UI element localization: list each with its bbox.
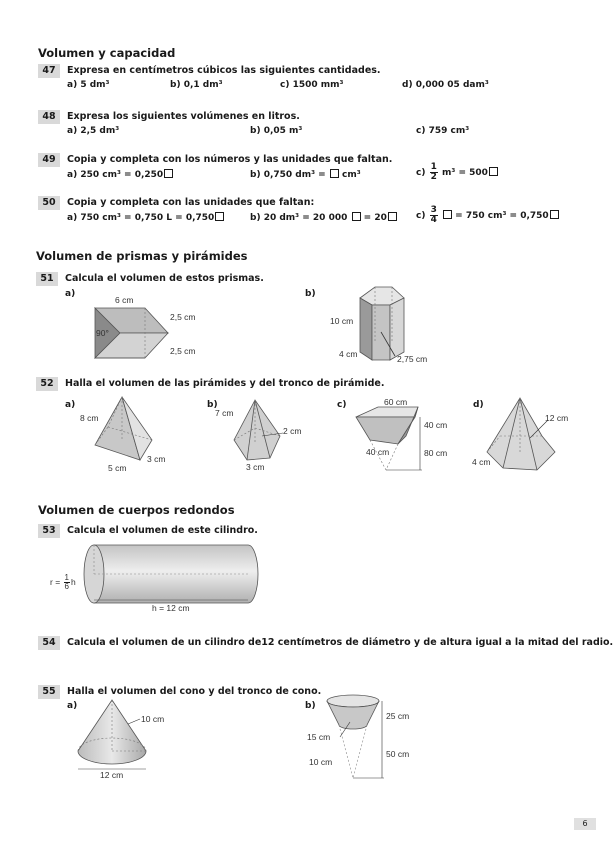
exercise-50-item-a-text: a) 750 cm³ = 0,750 L = 0,750 <box>67 213 215 223</box>
exercise-number-54: 54 <box>38 636 60 650</box>
fig51a-label-length: 6 cm <box>115 295 134 305</box>
fig51a-label-side2: 2,5 cm <box>170 346 196 356</box>
fig52c-label-top: 60 cm <box>384 397 408 407</box>
fig52c-label-bottom: 40 cm <box>366 447 390 457</box>
fig55b-label-small-radius: 10 cm <box>309 757 333 767</box>
fig51b-label-apothem: 2,75 cm <box>397 354 428 364</box>
exercise-50-item-c-label: c) <box>416 211 426 221</box>
fig52a-label-base: 5 cm <box>108 463 127 473</box>
exercise-50-item-b-text1: b) 20 dm³ = 20 000 <box>250 213 348 223</box>
fig52d-label-side: 4 cm <box>472 457 491 467</box>
exercise-48-item-b: b) 0,05 m³ <box>250 126 303 136</box>
exercise-49-item-b-text1: b) 0,750 dm³ = <box>250 170 326 180</box>
exercise-49-statement: Copia y completa con los números y las unidades que faltan. <box>67 154 393 165</box>
exercise-52-label-d: d) <box>473 400 484 410</box>
fraction-numerator: 1 <box>430 162 437 172</box>
fig55b-label-radius: 15 cm <box>307 732 331 742</box>
exercise-50-item-c-text: = 750 cm³ = 0,750 <box>455 211 549 221</box>
exercise-54-statement: Calcula el volumen de un cilindro de12 centímetros de diámetro y de altura igual a la mitad del radio. <box>67 637 614 648</box>
exercise-55-label-b: b) <box>305 701 316 711</box>
fraction-numerator: 3 <box>430 205 437 215</box>
exercise-48-statement: Expresa los siguientes volúmenes en litros. <box>67 111 300 122</box>
fig52d-label-apothem: 12 cm <box>545 413 569 423</box>
fig55b-label-frustum-height: 25 cm <box>386 711 410 721</box>
exercise-49-item-a-text: a) 250 cm³ = 0,250 <box>67 170 164 180</box>
exercise-47-item-b: b) 0,1 dm³ <box>170 80 223 90</box>
fig53-radius-suffix: h <box>70 576 76 587</box>
exercise-47-item-c: c) 1500 mm³ <box>280 80 344 90</box>
exercise-number-48: 48 <box>38 110 60 124</box>
fig51a-label-side1: 2,5 cm <box>170 312 196 322</box>
fraction-numerator: 1 <box>64 573 69 582</box>
fig51a-label-angle: 90° <box>96 328 109 338</box>
exercise-48-item-c: c) 759 cm³ <box>416 126 470 136</box>
exercise-50-item-b-text2: = 20 <box>363 213 387 223</box>
exercise-number-49: 49 <box>38 153 60 167</box>
section-title-cuerpos-redondos: Volumen de cuerpos redondos <box>38 503 235 517</box>
fraction-denominator: 4 <box>430 215 437 225</box>
fig51b-label-height: 10 cm <box>330 316 354 326</box>
fig51b-label-side: 4 cm <box>339 349 358 359</box>
exercise-55-statement: Halla el volumen del cono y del tronco de cono. <box>67 686 322 697</box>
section-title-volumen-capacidad: Volumen y capacidad <box>38 46 176 60</box>
section-title-prismas-piramides: Volumen de prismas y pirámides <box>36 249 248 263</box>
exercise-number-52: 52 <box>36 377 58 391</box>
fig55a-label-slant: 10 cm <box>141 714 165 724</box>
fig52b-label-apothem: 2 cm <box>283 426 302 436</box>
exercise-50-statement: Copia y completa con las unidades que faltan: <box>67 197 315 208</box>
exercise-49-item-c-label: c) <box>416 168 426 178</box>
fig52a-label-depth: 3 cm <box>147 454 166 464</box>
fig52c-label-total-height: 80 cm <box>424 448 448 458</box>
exercise-52-label-a: a) <box>65 400 76 410</box>
exercise-51-label-b: b) <box>305 289 316 299</box>
fig52a-label-height: 8 cm <box>80 413 99 423</box>
fig52b-label-height: 7 cm <box>215 408 234 418</box>
fraction-denominator: 2 <box>430 172 437 182</box>
exercise-number-47: 47 <box>38 64 60 78</box>
fig53-label-height: h = 12 cm <box>152 603 190 613</box>
fig55b-label-total-height: 50 cm <box>386 749 410 759</box>
exercise-51-statement: Calcula el volumen de estos prismas. <box>65 273 264 284</box>
exercise-47-statement: Expresa en centímetros cúbicos las siguientes cantidades. <box>67 65 381 76</box>
fig53-radius-prefix: r = <box>50 576 61 587</box>
exercise-47-item-d: d) 0,000 05 dam³ <box>402 80 489 90</box>
fig52c-label-frustum-height: 40 cm <box>424 420 448 430</box>
exercise-52-label-c: c) <box>337 400 347 410</box>
exercise-number-51: 51 <box>36 272 58 286</box>
exercise-52-label-b: b) <box>207 400 218 410</box>
exercise-number-50: 50 <box>38 196 60 210</box>
exercise-47-item-a: a) 5 dm³ <box>67 80 110 90</box>
page-number: 6 <box>574 818 596 830</box>
exercise-number-55: 55 <box>38 685 60 699</box>
exercise-51-label-a: a) <box>65 289 76 299</box>
exercise-48-item-a: a) 2,5 dm³ <box>67 126 120 136</box>
exercise-49-item-b-text2: cm³ <box>342 170 361 180</box>
fig52b-label-side: 3 cm <box>246 462 265 472</box>
exercise-55-label-a: a) <box>67 701 78 711</box>
fig55a-label-diameter: 12 cm <box>100 770 124 780</box>
exercise-52-statement: Halla el volumen de las pirámides y del tronco de pirámide. <box>65 378 385 389</box>
exercise-number-53: 53 <box>38 524 60 538</box>
exercise-53-statement: Calcula el volumen de este cilindro. <box>67 525 258 536</box>
exercise-49-item-c-text: m³ = 500 <box>442 168 488 178</box>
fraction-denominator: 6 <box>64 582 69 591</box>
